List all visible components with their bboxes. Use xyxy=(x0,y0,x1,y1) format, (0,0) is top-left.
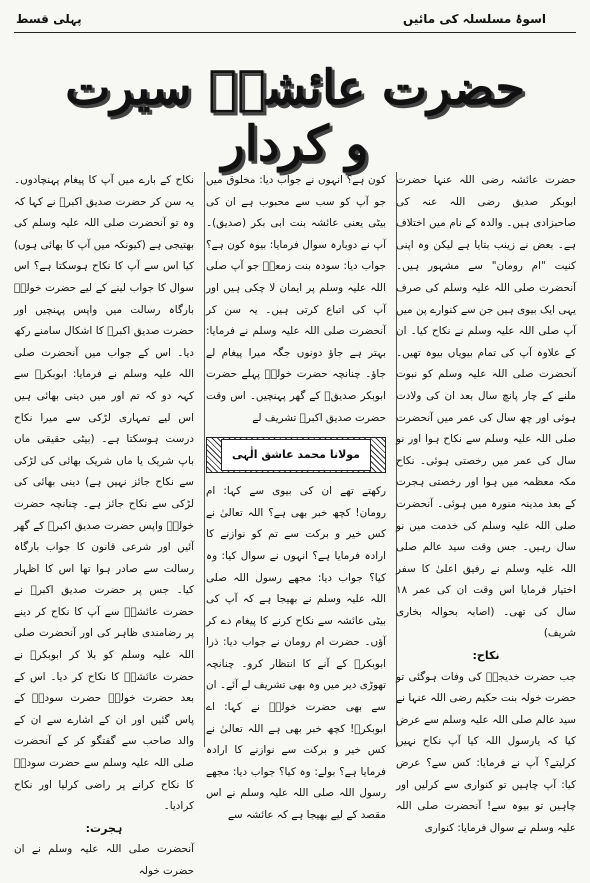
paragraph: جب حضرت خدیجہؓ کی وفات ہوگئی تو حضرت خولہ بنت حکیم رضی اللہ عنہا نے سید عالم صلی اللہ علیہ وسلم سے عرض کیا کہ یارسول اللہ کیا آپ نکاح نہیں کرلیتے؟ آپ نے فرمایا: کس سے؟ عرض کیا: آپ چاہیں تو کنواری سے کرلیں اور چاہیں تو بیوہ سے! آنحضرت صلی اللہ علیہ وسلم نے سوال فرمایا: کنواری xyxy=(396,670,576,834)
section-heading: ہجرت: xyxy=(85,821,123,835)
text-column-right xyxy=(396,170,576,834)
text-column-left xyxy=(14,170,194,877)
paragraph: حضرت عائشہ رضی اللہ عنہا حضرت ابوبکر صدیق رضی اللہ عنہ کی صاحبزادی ہیں۔ والدہ کے نام میں اختلاف ہے۔ بعض نے زینب بتایا ہے لیکن وہ اپنی کنیت "ام رومان" سے مشہور ہیں۔ آنحضرت صلی اللہ علیہ وسلم کی صرف یہی ایک بیوی ہیں جن سے کنوارے پن میں آپ صلی اللہ علیہ وسلم نے نکاح کیا۔ ان کے علاوہ آپ کی تمام بیویاں بیوہ تھیں۔ آنحضرت صلی اللہ علیہ وسلم کو نبوت ملنے کے چار پانچ سال بعد ان کی ولادت ہوئی اور چھ سال کی عمر میں آنحضرت صلی اللہ علیہ وسلم سے نکاح ہوا اور نو سال کی عمر میں رخصتی ہوئی۔ نکاح مکہ معظمہ میں ہوا اور رخصتی ہجرت کے بعد مدینہ منورہ میں ہوئی۔ آنحضرت صلی اللہ علیہ وسلم کی خدمت میں نو سال رہیں۔ جس وقت سید عالم صلی اللہ علیہ وسلم نے رفیق اعلیٰ کا سفر اختیار فرمایا اس وقت ان کی عمر ۱۸ سال کی تھی۔ (اصابہ بحوالہ بخاری شریف) xyxy=(396,174,576,640)
article-title: حضرت عائشہؓ سیرت و کردار xyxy=(65,60,525,172)
text-column-middle xyxy=(206,170,386,822)
author-name: مولانا محمد عاشق الٰہی xyxy=(221,439,371,471)
episode-label: پہلی قسط xyxy=(16,12,82,26)
paragraph: رکھتے تھے ان کی بیوی سے کہا: ام رومان! کچھ خبر بھی ہے؟ اللہ تعالیٰ نے کس خیر و برکت سے تم کو نوازنے کا ارادہ فرمایا ہے؟ انہوں نے سوال کیا: وہ کیا؟ جواب دیا: مجھے رسول اللہ صلی اللہ علیہ وسلم نے بھیجا ہے کہ آپ کی بیٹی عائشہ سے نکاح کرنے کا پیغام دے کر آؤں۔ حضرت ام رومان نے جواب دیا: ذرا ابوبکرؓ کے آنے کا انتظار کرو۔ چنانچہ تھوڑی دیر میں وہ بھی تشریف لے آئے۔ ان سے بھی حضرت خولہؓ نے کہا: اے ابوبکرؓ! کچھ خبر بھی ہے اللہ تعالیٰ نے کس خیر و برکت سے نوازنے کا ارادہ فرمایا ہے؟ بولے: وہ کیا؟ جواب دیا: مجھے رسول اللہ صلی اللہ علیہ وسلم نے اس مقصد کے لیے بھیجا ہے کہ عائشہ سے xyxy=(206,485,386,822)
header-rule xyxy=(14,32,576,33)
paragraph: نکاح کے بارے میں آپ کا پیغام پہنچادوں۔ یہ سن کر حضرت صدیق اکبرؓ نے کہا کہ وہ تو آنحضرت صلی اللہ علیہ وسلم کی بھتیجی ہے (کیونکہ میں آپ کا بھائی ہوں) کیا اس سے آپ کا نکاح ہوسکتا ہے؟ اس سوال کا جواب لینے کے لیے حضرت خولہؓ بارگاہ رسالت میں واپس پہنچیں اور حضرت صدیق اکبرؓ کا اشکال سامنے رکھ دیا۔ اس کے جواب میں آنحضرت صلی اللہ علیہ وسلم نے فرمایا: ابوبکرؓ سے کہہ دو کہ تم اور میں دینی بھائی ہیں اس لیے تمہاری لڑکی سے میرا نکاح درست ہوسکتا ہے۔ (بیٹی حقیقی ماں باپ شریک یا ماں شریک بھائی کی لڑکی سے نکاح جائز نہیں ہے) دینی بھائی کی لڑکی سے نکاح جائز ہے۔ چنانچہ حضرت خولہؓ واپس حضرت صدیق اکبرؓ کے گھر آئیں اور شرعی قانون کا جواب بارگاہ رسالت سے صادر ہوا تھا اس کا اظہار کیا۔ جس پر حضرت صدیق اکبرؓ نے حضرت عائشہؓ سے آپ کا نکاح کر دینے پر رضامندی ظاہر کی اور آنحضرت صلی اللہ علیہ وسلم کو بلا کر ابوبکرؓ نے حضرت عائشہؓ کا نکاح کر دیا۔ اس کے بعد حضرت خولہؓ حضرت سودہؓ کے پاس گئیں اور ان کے اشارے سے ان کے والد صاحب سے گفتگو کر کے آنحضرت صلی اللہ علیہ وسلم سے حضرت سودہؓ کا نکاح کرانے پر راضی کرلیا اور نکاح کرادیا۔ xyxy=(14,174,194,813)
author-box xyxy=(206,437,386,473)
paragraph: کون ہے؟ انہوں نے جواب دیا: مخلوق میں جو آپ کو سب سے محبوب ہے ان کی بیٹی یعنی عائشہ بنت ابی بکر (صدیق)۔ آپ نے دوبارہ سوال فرمایا: بیوہ کون ہے؟ جواب دیا: سودہ بنت زمعہؓ جو آپ صلی اللہ علیہ وسلم پر ایمان لا چکی ہیں اور آپ کی اتباع کرتی ہیں۔ یہ سن کر آنحضرت صلی اللہ علیہ وسلم نے فرمایا: بہتر ہے جاؤ دونوں جگہ میرا پیغام لے جاؤ۔ چنانچہ حضرت خولہؓ پہلے حضرت ابوبکر صدیقؓ کے گھر پہنچیں۔ اس وقت حضرت صدیق اکبرؓ تشریف لے xyxy=(206,174,386,424)
section-heading: نکاح: xyxy=(472,649,500,663)
series-title: اسوۂ مسلسلہ کی مائیں xyxy=(403,12,546,26)
paragraph: آنحضرت صلی اللہ علیہ وسلم نے ان حضرت خولہ xyxy=(14,843,194,877)
column-divider xyxy=(204,172,205,747)
